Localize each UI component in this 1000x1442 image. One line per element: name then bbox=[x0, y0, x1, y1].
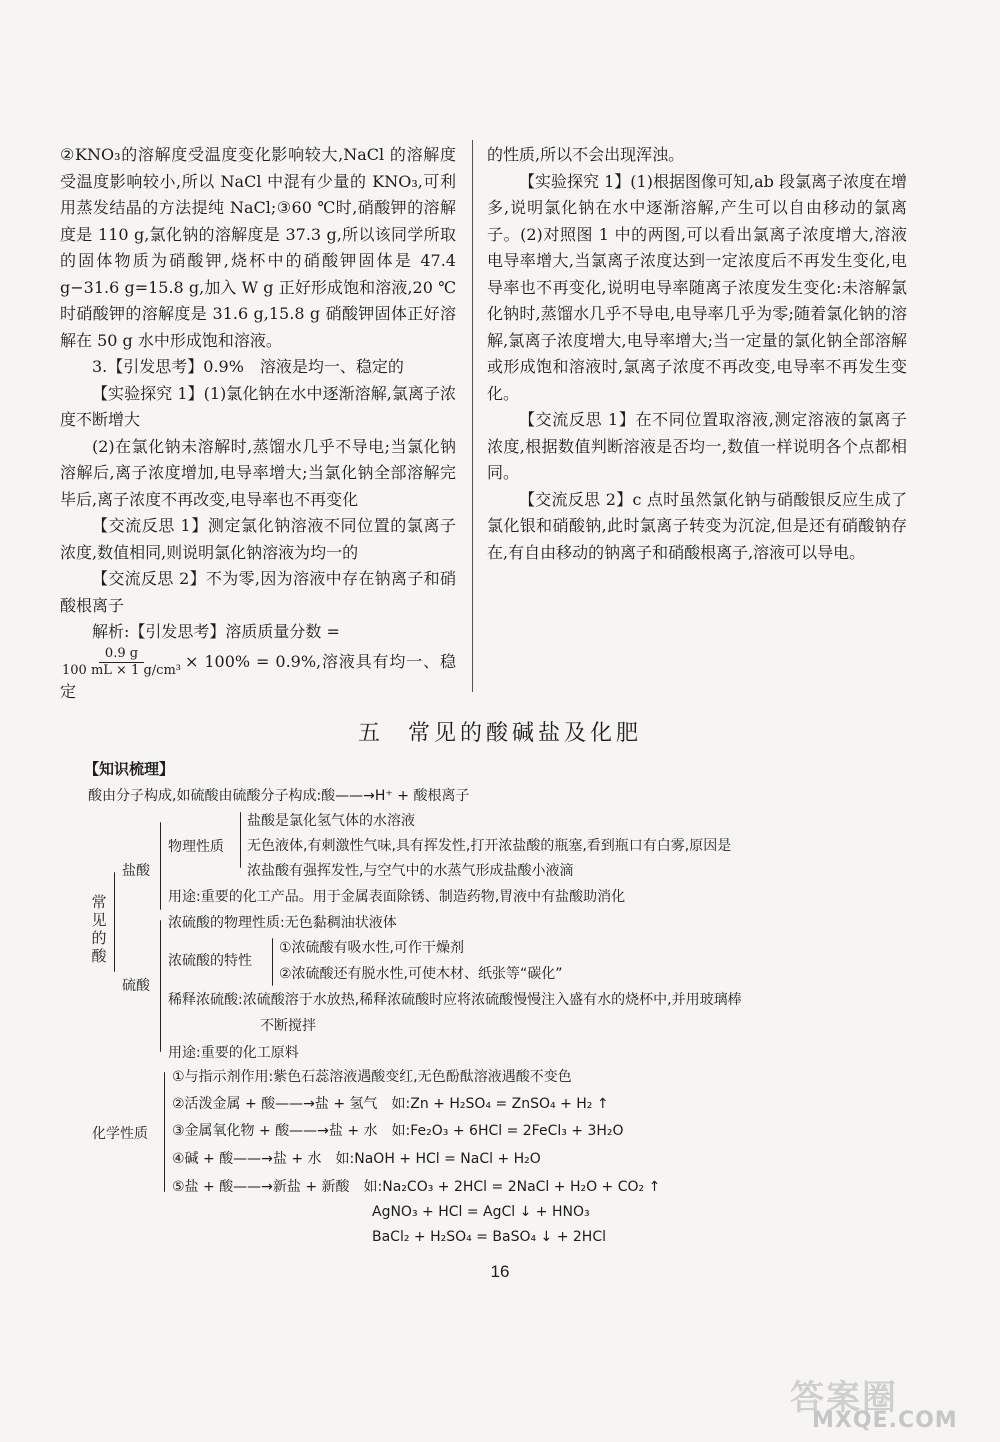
chem-brace bbox=[164, 1072, 165, 1192]
hcl-use: 用途:重要的化工产品。用于金属表面除锈、制造药物,胃液中有盐酸助消化 bbox=[168, 889, 626, 905]
answer-paragraph: 的性质,所以不会出现浑浊。 bbox=[487, 145, 685, 164]
h2so4-dilute-cont: 不断搅拌 bbox=[260, 1018, 316, 1034]
chem-equation: BaCl₂ + H₂SO₄ = BaSO₄ ↓ + 2HCl bbox=[372, 1229, 606, 1245]
hcl-phys-item: 浓盐酸有强挥发性,与空气中的水蒸气形成盐酸小液滴 bbox=[247, 863, 574, 879]
root-label: 常 见 的 酸 bbox=[91, 893, 107, 965]
hcl-phys-label: 物理性质 bbox=[168, 839, 224, 855]
hcl-phys-brace bbox=[240, 812, 241, 868]
left-column bbox=[60, 142, 456, 705]
answer-paragraph: ②KNO₃的溶解度受温度变化影响较大,NaCl 的溶解度受温度影响较小,所以 NaCl 中混有少量的 KNO₃,可利用蒸发结晶的方法提纯 NaCl;③60 ℃时,硝酸钾的溶解度是 110 g,氯化钠的溶解度是 37.3 g,所以该同学所取的固体物质为硝酸钾,烧杯中的硝酸钾固体是 47.4 g−31.6 g=15.8 g,加入 W g 正好形成饱和溶液,20 ℃时硝酸钾的溶解度是 31.6 g,15.8 g 硝酸钾固体正好溶解在 50 g 水中形成饱和溶液。 bbox=[60, 145, 456, 350]
h2so4-prop-label: 浓硫酸的特性 bbox=[168, 953, 252, 969]
chem-item: ⑤盐 + 酸——→新盐 + 新酸 如:Na₂CO₃ + 2HCl = 2NaCl + H₂O + CO₂ ↑ bbox=[172, 1179, 661, 1195]
answer-paragraph: 【实验探究 1】(1)氯化钠在水中逐渐溶解,氯离子浓度不断增大 bbox=[60, 383, 456, 429]
h2so4-label: 硫酸 bbox=[122, 978, 150, 994]
hcl-brace bbox=[160, 822, 161, 910]
page-number: 16 bbox=[490, 1262, 510, 1281]
h2so4-dilute: 稀释浓硫酸:浓硫酸溶于水放热,稀释浓硫酸时应将浓硫酸慢慢注入盛有水的烧杯中,并用玻璃棒 bbox=[168, 992, 742, 1008]
hcl-label: 盐酸 bbox=[122, 863, 150, 879]
answer-paragraph: 【交流反思 1】在不同位置取溶液,测定溶液的氯离子浓度,根据数值判断溶液是否均一,数值一样说明各个点都相同。 bbox=[487, 410, 907, 482]
chem-item: ②活泼金属 + 酸——→盐 + 氢气 如:Zn + H₂SO₄ = ZnSO₄ + H₂ ↑ bbox=[172, 1096, 609, 1112]
knowledge-heading: 【知识梳理】 bbox=[84, 760, 175, 778]
chem-label: 化学性质 bbox=[92, 1126, 148, 1142]
chem-item: ①与指示剂作用:紫色石蕊溶液遇酸变红,无色酚酞溶液遇酸不变色 bbox=[172, 1069, 572, 1085]
fraction bbox=[60, 646, 183, 679]
answer-paragraph: 3.【引发思考】0.9% 溶液是均一、稳定的 bbox=[92, 357, 404, 376]
h2so4-prop-item: ①浓硫酸有吸水性,可作干燥剂 bbox=[279, 940, 465, 956]
h2so4-prop-item: ②浓硫酸还有脱水性,可使木材、纸张等“碳化” bbox=[279, 966, 563, 982]
fraction-numerator: 0.9 g bbox=[99, 646, 144, 663]
answer-paragraph: 【实验探究 1】(1)根据图像可知,ab 段氯离子浓度在增多,说明氯化钠在水中逐渐溶解,产生可以自由移动的氯离子。(2)对照图 1 中的两图,可以看出氯离子浓度增大,溶液电导率增大,当氯离子浓度达到一定浓度后不再发生变化,电导率也不再变化,说明电导率随离子浓度发生变化:未溶解氯化钠时,蒸馏水几乎不导电,电导率几乎为零;随着氯化钠的溶解,氯离子浓度增大,电导率增大;当一定量的氯化钠全部溶解或形成饱和溶液时,氯离子浓度不再改变,电导率不再发生变化。 bbox=[487, 171, 907, 403]
formula-tail: × 100% = 0.9%,溶液具有均一、稳定 bbox=[60, 651, 456, 701]
h2so4-phys: 浓硫酸的物理性质:无色黏稠油状液体 bbox=[168, 915, 397, 931]
right-column bbox=[487, 142, 907, 566]
chem-item: ④碱 + 酸——→盐 + 水 如:NaOH + HCl = NaCl + H₂O bbox=[172, 1151, 541, 1167]
answer-paragraph: 解析:【引发思考】溶质质量分数 = bbox=[92, 622, 340, 641]
chem-item: ③金属氧化物 + 酸——→盐 + 水 如:Fe₂O₃ + 6HCl = 2FeCl₃ + 3H₂O bbox=[172, 1123, 624, 1139]
watermark-logo: 答案圈 bbox=[790, 1378, 898, 1418]
chem-equation: AgNO₃ + HCl = AgCl ↓ + HNO₃ bbox=[372, 1204, 590, 1220]
h2so4-brace bbox=[160, 920, 161, 1052]
root-brace bbox=[114, 872, 115, 972]
column-divider bbox=[472, 140, 473, 692]
watermark-url: MXQE.COM bbox=[812, 1408, 958, 1433]
section-title bbox=[0, 716, 1000, 747]
answer-paragraph: 【交流反思 1】测定氯化钠溶液不同位置的氯离子浓度,数值相同,则说明氯化钠溶液为均一的 bbox=[60, 516, 456, 562]
tree-intro: 酸由分子构成,如硫酸由硫酸分子构成:酸——→H⁺ + 酸根离子 bbox=[88, 788, 470, 804]
section-title-text: 常见的酸碱盐及化肥 bbox=[408, 721, 643, 746]
hcl-phys-item: 盐酸是氯化氢气体的水溶液 bbox=[247, 813, 415, 829]
h2so4-prop-brace bbox=[272, 938, 273, 986]
fraction-denominator: 100 mL × 1 g/cm³ bbox=[62, 662, 181, 678]
formula-line bbox=[60, 646, 456, 706]
answer-paragraph: 【交流反思 2】不为零,因为溶液中存在钠离子和硝酸根离子 bbox=[60, 569, 456, 615]
answer-paragraph: 【交流反思 2】c 点时虽然氯化钠与硝酸银反应生成了氯化银和硝酸钠,此时氯离子转变为沉淀,但是还有硝酸钠存在,有自由移动的钠离子和硝酸根离子,溶液可以导电。 bbox=[487, 489, 907, 562]
h2so4-use: 用途:重要的化工原料 bbox=[168, 1045, 299, 1061]
answer-paragraph: (2)在氯化钠未溶解时,蒸馏水几乎不导电;当氯化钠溶解后,离子浓度增加,电导率增大;当氯化钠全部溶解完毕后,离子浓度不再改变,电导率也不再变化 bbox=[60, 436, 456, 509]
hcl-phys-item: 无色液体,有刺激性气味,具有挥发性,打开浓盐酸的瓶塞,看到瓶口有白雾,原因是 bbox=[247, 838, 732, 854]
section-number: 五 bbox=[357, 721, 384, 746]
